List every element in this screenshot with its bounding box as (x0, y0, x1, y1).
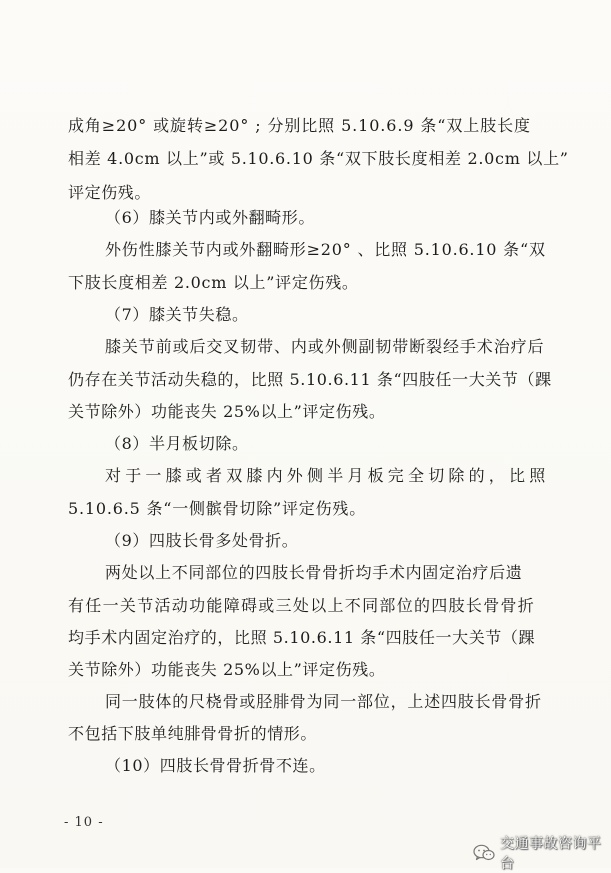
text-line: 对于一膝或者双膝内外侧半月板完全切除的，比照 (105, 466, 550, 485)
text-line: 不包括下肢单纯腓骨骨折的情形。 (68, 724, 318, 743)
section-heading: （7）膝关节失稳。 (105, 305, 249, 324)
text-line: 关节除外）功能丧失 25%以上”评定伤残。 (68, 402, 386, 421)
text-line: 有任一关节活动功能障碍或三处以上不同部位的四肢长骨骨折 (68, 596, 536, 615)
watermark-text: 交通事故咨询平台 (500, 836, 602, 872)
text-line: 成角≥20° 或旋转≥20° ; 分别比照 5.10.6.9 条“双上肢长度 (68, 116, 531, 135)
page-number: - 10 - (64, 815, 104, 830)
text-line: 关节除外）功能丧失 25%以上”评定伤残。 (68, 660, 386, 679)
text-line: 均手术内固定治疗的，比照 5.10.6.11 条“四肢任一大关节（踝 (68, 628, 536, 647)
text-line: 仍存在关节活动失稳的，比照 5.10.6.11 条“四肢任一大关节（踝 (68, 370, 552, 389)
text-line: 评定伤残。 (68, 183, 152, 202)
text-line: 膝关节前或后交叉韧带、内或外侧副韧带断裂经手术治疗后 (105, 337, 545, 356)
text-line: 5.10.6.5 条“一侧髌骨切除”评定伤残。 (68, 499, 367, 518)
text-line: 下肢长度相差 2.0cm 以上”评定伤残。 (68, 273, 359, 292)
text-line: 相差 4.0cm 以上”或 5.10.6.10 条“双下肢长度相差 2.0cm 以上” (68, 149, 569, 168)
section-heading: （8）半月板切除。 (105, 434, 249, 453)
watermark (473, 833, 611, 873)
text-line: 两处以上不同部位的四肢长骨骨折均手术内固定治疗后遗 (105, 563, 523, 582)
section-heading: （10）四肢长骨骨折骨不连。 (105, 756, 326, 775)
section-heading: （6）膝关节内或外翻畸形。 (105, 208, 315, 227)
text-line: 外伤性膝关节内或外翻畸形≥20° 、比照 5.10.6.10 条“双 (105, 240, 546, 259)
section-heading: （9）四肢长骨多处骨折。 (105, 531, 299, 550)
text-line: 同一肢体的尺桡骨或胫腓骨为同一部位，上述四肢长骨骨折 (105, 692, 542, 711)
wechat-icon (473, 844, 495, 862)
